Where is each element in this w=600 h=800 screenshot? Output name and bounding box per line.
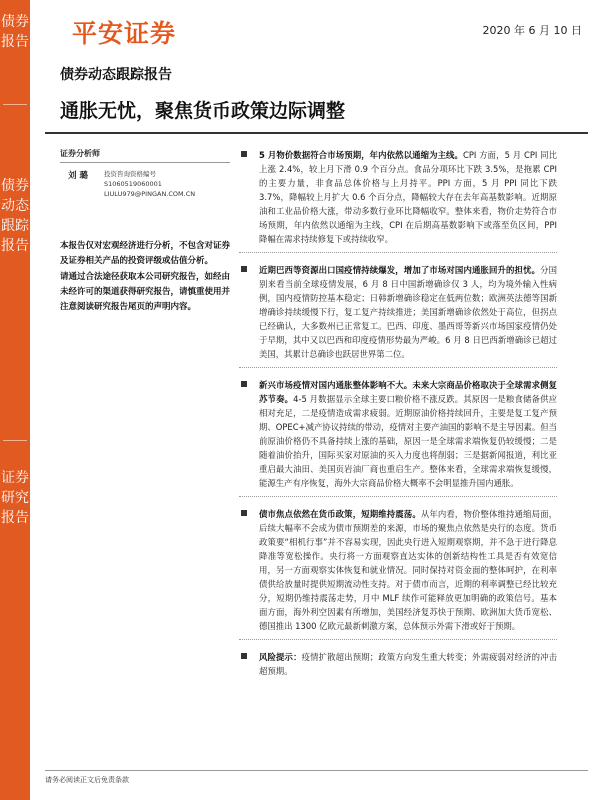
bullet-heading: 新兴市场疫情对国内通胀整体影响不大。未来大宗商品价格取决于全球需求侧复苏节奏。	[259, 380, 557, 404]
report-date: 2020 年 6 月 10 日	[482, 24, 582, 37]
sidebar-divider	[3, 104, 27, 105]
license-label: 投资咨询资格编号	[104, 170, 156, 178]
bullet-heading: 债市焦点依然在货币政策，短期维持震荡。	[259, 509, 421, 519]
sidebar-divider	[3, 440, 27, 441]
bullet-commodity-outlook	[239, 378, 557, 497]
bullet-bond-market	[239, 507, 557, 640]
bullet-square-icon	[241, 510, 247, 516]
analyst-name: 刘 璐	[68, 171, 88, 181]
report-type: 债券动态跟踪报告	[60, 67, 172, 83]
left-column	[60, 148, 230, 316]
bullet-inflation-data	[239, 148, 557, 253]
bullet-heading: 5 月物价数据符合市场预期，年内依然以通缩为主线。	[259, 150, 464, 160]
brand-logo: 平安证券	[72, 19, 177, 48]
bullet-square-icon	[241, 381, 247, 387]
bullet-body: 分国别来看当前全球疫情发展，6 月 8 日中国新增确诊仅 3 人，均为境外输入性病例，国内疫情防控基本稳定；日韩新增确诊稳定在低两位数；欧洲英法德等国新增确诊持续缓慢下行，复工复产持续推进；美国新增确诊依然处于高位，但拐点已经确认，大多数州已正常复工。巴西、印度、墨西哥等新兴市场国家疫情仍处于早期，其中又以巴西和印度疫情形势最为严峻。6 月 8 日巴西新增确诊已超过美国，其累计总确诊也跃居世界第二位。	[259, 265, 558, 359]
sidebar-label-report-category: 债券报告	[1, 14, 29, 50]
bullet-body: 4-5 月数据显示全球主要口粮价格不涨反跌。其原因一是粮食储备供应相对充足，二是疫情造成需求疲弱。近期原油价格持续回升，主要是复工复产预期、OPEC+减产协议持续的带动，疫情对主要产油国的影响不是主导因素。但当前原油价格仍不具备持续上涨的基础，原因一是全球需求端恢复仍较缓慢；二是随着油价抬升，国际买家对原油的买入力度也将削弱；三是据新闻报道，利比亚重启最大油田、美国页岩油厂商也重启生产。整体来看，全球需求端恢复缓慢，能源生产有序恢复，海外大宗商品价格大概率不会明显推升国内通胀。	[259, 394, 557, 488]
sidebar-label-report-type: 债券动态跟踪报告	[1, 178, 29, 254]
analyst-card	[60, 169, 230, 199]
analyst-email[interactable]: LIULU979@PINGAN.COM.CN	[104, 190, 196, 198]
bullet-risk-warning	[239, 650, 557, 678]
main-content	[239, 148, 557, 688]
page-title: 通胀无忧，聚焦货币政策边际调整	[60, 100, 346, 122]
bullet-body: 从年内看，物价整体维持通缩局面，后续大幅率不会成为债市预期差的来源，市场的聚焦点依然是央行的态度。货币政策要“相机行事”并不容易实现，因此央行进入短期观察期，并不急于进行降息降准等宽松操作。央行将一方面观察直达实体的创新结构性工具是否有效宽信用，另一方面观察实体恢复和就业情况。同时保持对资金面的整体呵护，在利率债供给放量时提供短期流动性支持。对于债市而言，近期的利率调整已经比较充分，短期仍维持震荡走势，月中 MLF 续作可能释放更加明确的政策信号。基本面方面，海外利空因素有所增加，美国经济复苏快于预期、欧洲加大货币宽松、德国推出 1300 亿欧元最新刺激方案，总体预示外需下滑或好于预期。	[259, 509, 558, 631]
title-divider	[45, 132, 588, 134]
bullet-body: CPI 方面，5 月 CPI 同比上涨 2.4%，较上月下滑 0.9 个百分点。食品分项环比下跌 3.5%，是拖累 CPI 的主要力量，非食品总体价格与上月持平。PPI 方面，5 月 PPI 同比下跌 3.7%，降幅较上月扩大 0.6 个百分点，降幅较大存在去年高基数影响。近期原油和工业品价格大涨，带动多数行业环比降幅收窄。整体来看，物价走势符合市场预期，年内依然以通缩为主线，CPI 在后期高基数影响下或落至负区间，PPI 降幅在需求持续修复下或持续收窄。	[259, 150, 557, 244]
bullet-square-icon	[241, 653, 247, 659]
license-number: S1060519060001	[104, 180, 162, 188]
disclaimer-usage: 请通过合法途径获取本公司研究报告，如经由未经许可的渠道获得研究报告，请慎重使用并注意阅读研究报告尾页的声明内容。	[60, 272, 231, 312]
bullet-square-icon	[241, 266, 247, 272]
analyst-info	[104, 169, 195, 199]
disclaimer-scope: 本报告仅对宏观经济进行分析，不包含对证券及证券相关产品的投资评级或估值分析。	[60, 241, 231, 266]
sidebar	[0, 0, 30, 800]
footer-divider	[45, 770, 588, 771]
bullet-heading: 风险提示：	[259, 652, 302, 662]
bullet-heading: 近期巴西等资源出口国疫情持续爆发，增加了市场对国内通胀回升的担忧。	[259, 265, 541, 275]
disclaimer	[60, 239, 230, 315]
bullet-emerging-epidemic	[239, 263, 557, 368]
sidebar-label-research: 证券研究报告	[1, 470, 29, 526]
analyst-section-label: 证券分析师	[60, 148, 230, 163]
footer-disclaimer: 请务必阅读正文后免责条款	[45, 776, 129, 784]
bullet-body: 疫情扩散超出预期；政策方向发生重大转变；外需疲弱对经济的冲击超预期。	[259, 652, 557, 676]
bullet-square-icon	[241, 151, 247, 157]
